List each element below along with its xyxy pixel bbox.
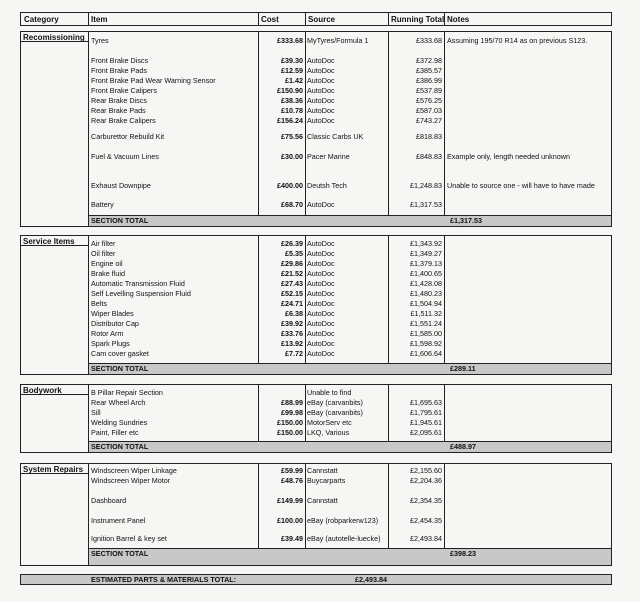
row-source: AutoDoc — [307, 56, 335, 65]
header-item: Item — [91, 15, 108, 24]
row-item: Rear Brake Discs — [91, 96, 147, 105]
row-running-total: £372.98 — [416, 56, 442, 65]
row-item: Air filter — [91, 239, 116, 248]
row-item: Battery — [91, 200, 114, 209]
header-running-total: Running Total — [391, 15, 445, 24]
row-source: Deutsh Tech — [307, 181, 347, 190]
row-source: AutoDoc — [307, 96, 335, 105]
row-running-total: £1,480.23 — [410, 289, 442, 298]
row-source: LKQ, Various — [307, 428, 350, 437]
row-source: AutoDoc — [307, 289, 335, 298]
row-item: Welding Sundries — [91, 418, 148, 427]
section-category: Bodywork — [23, 386, 62, 395]
column-divider — [305, 235, 306, 375]
row-source: Classic Carbs UK — [307, 132, 364, 141]
row-running-total: £1,598.92 — [410, 339, 442, 348]
row-item: Fuel & Vacuum Lines — [91, 152, 159, 161]
row-source: AutoDoc — [307, 339, 335, 348]
row-item: Belts — [91, 299, 107, 308]
row-running-total: £2,155.60 — [410, 466, 442, 475]
row-cost: £29.86 — [281, 259, 303, 268]
row-item: Rear Brake Calipers — [91, 116, 156, 125]
row-source: MyTyres/Formula 1 — [307, 36, 369, 45]
section-total-label: SECTION TOTAL — [91, 216, 149, 225]
header-divider — [305, 12, 306, 26]
row-item: Ignition Barrel & key set — [91, 534, 167, 543]
row-cost: £6.38 — [285, 309, 303, 318]
section-total-value: £1,317.53 — [450, 216, 482, 225]
section-total-label: SECTION TOTAL — [91, 442, 149, 451]
row-source: AutoDoc — [307, 269, 335, 278]
row-source: Buycarparts — [307, 476, 346, 485]
section-total-bar — [88, 363, 612, 375]
row-source: Cannstatt — [307, 466, 338, 475]
row-source: MotorServ etc — [307, 418, 352, 427]
row-item: Spark Plugs — [91, 339, 130, 348]
row-running-total: £1,695.63 — [410, 398, 442, 407]
row-note: Unable to source one - will have to have made — [447, 181, 595, 190]
row-item: Front Brake Pad Wear Warning Sensor — [91, 76, 216, 85]
row-item: Instrument Panel — [91, 516, 146, 525]
row-cost: £33.76 — [281, 329, 303, 338]
column-divider — [444, 31, 445, 227]
row-item: Front Brake Pads — [91, 66, 147, 75]
row-cost: £1.42 — [285, 76, 303, 85]
row-item: Windscreen Wiper Linkage — [91, 466, 177, 475]
row-item: Oil filter — [91, 249, 116, 258]
grand-total-value: £2,493.84 — [355, 575, 387, 584]
row-running-total: £1,400.65 — [410, 269, 442, 278]
row-running-total: £1,606.64 — [410, 349, 442, 358]
row-cost: £52.15 — [281, 289, 303, 298]
row-item: Exhaust Downpipe — [91, 181, 151, 190]
row-cost: £333.68 — [277, 36, 303, 45]
row-item: Rotor Arm — [91, 329, 124, 338]
row-cost: £149.99 — [277, 496, 303, 505]
row-cost: £39.49 — [281, 534, 303, 543]
row-source: AutoDoc — [307, 319, 335, 328]
row-running-total: £818.83 — [416, 132, 442, 141]
row-source: AutoDoc — [307, 349, 335, 358]
row-source: AutoDoc — [307, 66, 335, 75]
column-divider — [305, 31, 306, 227]
row-source: AutoDoc — [307, 259, 335, 268]
row-item: Wiper Blades — [91, 309, 134, 318]
row-running-total: £1,349.27 — [410, 249, 442, 258]
row-source: AutoDoc — [307, 200, 335, 209]
row-running-total: £1,504.94 — [410, 299, 442, 308]
row-source: Cannstatt — [307, 496, 338, 505]
row-note: Example only, length needed unknown — [447, 152, 570, 161]
row-running-total: £576.25 — [416, 96, 442, 105]
column-divider — [444, 235, 445, 375]
row-item: Self Levelling Suspension Fluid — [91, 289, 191, 298]
row-running-total: £2,493.84 — [410, 534, 442, 543]
row-cost: £24.71 — [281, 299, 303, 308]
row-running-total: £537.89 — [416, 86, 442, 95]
row-cost: £68.70 — [281, 200, 303, 209]
row-cost: £156.24 — [277, 116, 303, 125]
row-cost: £99.98 — [281, 408, 303, 417]
row-item: Automatic Transmission Fluid — [91, 279, 185, 288]
row-running-total: £1,379.13 — [410, 259, 442, 268]
row-running-total: £385.57 — [416, 66, 442, 75]
row-source: eBay (carvanbits) — [307, 408, 363, 417]
row-item: Carburettor Rebuild Kit — [91, 132, 165, 141]
section-total-value: £488.97 — [450, 442, 476, 451]
row-running-total: £1,551.24 — [410, 319, 442, 328]
row-cost: £48.76 — [281, 476, 303, 485]
header-divider — [388, 12, 389, 26]
row-item: Cam cover gasket — [91, 349, 149, 358]
section-total-label: SECTION TOTAL — [91, 549, 149, 558]
row-cost: £30.00 — [281, 152, 303, 161]
row-running-total: £848.83 — [416, 152, 442, 161]
section-total-value: £398.23 — [450, 549, 476, 558]
row-running-total: £386.99 — [416, 76, 442, 85]
row-source: AutoDoc — [307, 86, 335, 95]
row-running-total: £1,343.92 — [410, 239, 442, 248]
row-source: AutoDoc — [307, 116, 335, 125]
row-cost: £39.92 — [281, 319, 303, 328]
row-source: AutoDoc — [307, 106, 335, 115]
row-source: eBay (autotelle-luecke) — [307, 534, 381, 543]
row-source: AutoDoc — [307, 239, 335, 248]
row-cost: £21.52 — [281, 269, 303, 278]
row-running-total: £1,795.61 — [410, 408, 442, 417]
row-item: B Pillar Repair Section — [91, 388, 163, 397]
row-running-total: £1,248.83 — [410, 181, 442, 190]
row-cost: £7.72 — [285, 349, 303, 358]
row-cost: £13.92 — [281, 339, 303, 348]
row-cost: £12.59 — [281, 66, 303, 75]
row-source: AutoDoc — [307, 249, 335, 258]
column-divider — [88, 235, 89, 375]
section-category: Recomissioning — [23, 33, 85, 42]
row-running-total: £1,317.53 — [410, 200, 442, 209]
section-category: Service Items — [23, 237, 75, 246]
row-cost: £27.43 — [281, 279, 303, 288]
row-running-total: £743.27 — [416, 116, 442, 125]
row-cost: £400.00 — [277, 181, 303, 190]
row-item: Engine oil — [91, 259, 123, 268]
row-item: Front Brake Discs — [91, 56, 149, 65]
row-running-total: £1,945.61 — [410, 418, 442, 427]
row-running-total: £2,204.36 — [410, 476, 442, 485]
header-divider — [258, 12, 259, 26]
row-item: Windscreen Wiper Motor — [91, 476, 171, 485]
row-source: AutoDoc — [307, 279, 335, 288]
row-cost: £100.00 — [277, 516, 303, 525]
row-cost: £26.39 — [281, 239, 303, 248]
row-cost: £150.00 — [277, 428, 303, 437]
grand-total-label: ESTIMATED PARTS & MATERIALS TOTAL: — [91, 575, 237, 584]
row-cost: £5.35 — [285, 249, 303, 258]
row-source: AutoDoc — [307, 76, 335, 85]
row-item: Sill — [91, 408, 101, 417]
row-cost: £10.78 — [281, 106, 303, 115]
header-notes: Notes — [447, 15, 470, 24]
row-running-total: £333.68 — [416, 36, 442, 45]
row-item: Front Brake Calipers — [91, 86, 157, 95]
row-item: Dashboard — [91, 496, 127, 505]
row-running-total: £2,354.35 — [410, 496, 442, 505]
row-item: Tyres — [91, 36, 109, 45]
row-running-total: £2,095.61 — [410, 428, 442, 437]
row-cost: £150.00 — [277, 418, 303, 427]
row-item: Rear Wheel Arch — [91, 398, 146, 407]
header-source: Source — [308, 15, 336, 24]
header-cost: Cost — [261, 15, 279, 24]
row-running-total: £2,454.35 — [410, 516, 442, 525]
section-total-bar — [88, 548, 612, 566]
row-running-total: £1,428.08 — [410, 279, 442, 288]
row-source: Unable to find — [307, 388, 352, 397]
row-source: eBay (robparkerw123) — [307, 516, 379, 525]
row-cost: £39.30 — [281, 56, 303, 65]
row-item: Rear Brake Pads — [91, 106, 146, 115]
row-source: AutoDoc — [307, 299, 335, 308]
row-source: AutoDoc — [307, 329, 335, 338]
row-item: Distributor Cap — [91, 319, 139, 328]
row-cost: £38.36 — [281, 96, 303, 105]
row-source: AutoDoc — [307, 309, 335, 318]
row-cost: £88.99 — [281, 398, 303, 407]
row-running-total: £1,585.00 — [410, 329, 442, 338]
row-source: Pacer Marine — [307, 152, 350, 161]
row-item: Paint, Filler etc — [91, 428, 139, 437]
row-running-total: £1,511.32 — [410, 309, 442, 318]
section-total-bar — [88, 215, 612, 227]
section-total-bar — [88, 441, 612, 453]
row-source: eBay (carvanbits) — [307, 398, 363, 407]
header-category: Category — [24, 15, 59, 24]
row-cost: £75.56 — [281, 132, 303, 141]
row-note: Assuming 195/70 R14 as on previous S123. — [447, 36, 588, 45]
section-total-value: £289.11 — [450, 364, 476, 373]
section-category: System Repairs — [23, 465, 84, 474]
row-cost: £59.99 — [281, 466, 303, 475]
row-cost: £150.90 — [277, 86, 303, 95]
row-running-total: £587.03 — [416, 106, 442, 115]
section-total-label: SECTION TOTAL — [91, 364, 149, 373]
header-divider — [88, 12, 89, 26]
column-divider — [88, 31, 89, 227]
row-item: Brake fluid — [91, 269, 125, 278]
